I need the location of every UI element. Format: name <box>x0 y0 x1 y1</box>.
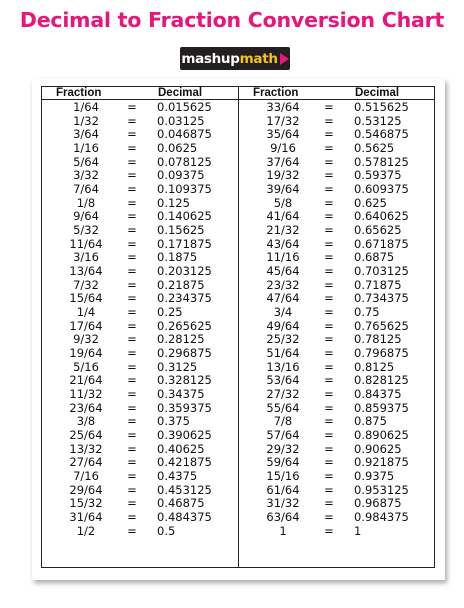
fraction-cell: 59/64 <box>266 455 300 470</box>
table-row <box>239 347 435 361</box>
fraction-cell: 61/64 <box>266 482 300 497</box>
fraction-cell: 53/64 <box>266 373 300 388</box>
fraction-cell: 49/64 <box>266 318 300 333</box>
table-row <box>239 197 435 211</box>
equals-sign: = <box>324 154 334 169</box>
equals-sign: = <box>127 195 137 210</box>
fraction-cell: 1/64 <box>73 100 99 114</box>
fraction-cell: 13/16 <box>266 359 300 374</box>
fraction-cell: 63/64 <box>266 510 300 525</box>
decimal-cell: 0.609375 <box>354 182 409 197</box>
equals-sign: = <box>127 277 137 292</box>
decimal-cell: 0.671875 <box>354 236 409 251</box>
fraction-cell: 1/16 <box>73 141 99 156</box>
fraction-cell: 31/64 <box>69 510 103 525</box>
table-row <box>42 347 238 361</box>
equals-sign: = <box>127 359 137 374</box>
fraction-cell: 11/64 <box>69 236 103 251</box>
decimal-cell: 0.140625 <box>157 209 212 224</box>
equals-sign: = <box>127 305 137 320</box>
table-row <box>42 402 238 416</box>
table-row <box>42 320 238 334</box>
fraction-cell: 19/32 <box>266 168 300 183</box>
equals-sign: = <box>324 496 334 511</box>
rows-left <box>42 101 238 539</box>
table-row <box>42 443 238 457</box>
decimal-cell: 0.3125 <box>157 359 198 374</box>
table-row <box>42 224 238 238</box>
decimal-cell: 0.765625 <box>354 318 409 333</box>
fraction-cell: 3/16 <box>73 250 99 265</box>
decimal-cell: 0.390625 <box>157 428 212 443</box>
equals-sign: = <box>127 209 137 224</box>
equals-sign: = <box>324 223 334 238</box>
table-row <box>239 388 435 402</box>
equals-sign: = <box>324 195 334 210</box>
table-row <box>239 265 435 279</box>
table-row <box>239 361 435 375</box>
table-row <box>239 484 435 498</box>
equals-sign: = <box>324 523 334 538</box>
table-row <box>239 470 435 484</box>
fraction-cell: 23/64 <box>69 400 103 415</box>
table-row <box>42 456 238 470</box>
fraction-cell: 21/64 <box>69 373 103 388</box>
equals-sign: = <box>324 318 334 333</box>
decimal-cell: 0.546875 <box>354 127 409 142</box>
table-row <box>239 101 435 115</box>
table-row <box>239 306 435 320</box>
fraction-cell: 15/32 <box>69 496 103 511</box>
conversion-table <box>41 86 435 568</box>
table-row <box>239 374 435 388</box>
equals-sign: = <box>324 264 334 279</box>
decimal-cell: 0.578125 <box>354 154 409 169</box>
rows-right <box>239 101 435 539</box>
decimal-cell: 0.40625 <box>157 441 205 456</box>
equals-sign: = <box>324 291 334 306</box>
fraction-cell: 41/64 <box>266 209 300 224</box>
decimal-cell: 0.265625 <box>157 318 212 333</box>
equals-sign: = <box>127 496 137 511</box>
equals-sign: = <box>324 113 334 128</box>
decimal-cell: 0.5 <box>157 523 176 538</box>
equals-sign: = <box>127 264 137 279</box>
decimal-cell: 0.8125 <box>354 359 395 374</box>
equals-sign: = <box>127 318 137 333</box>
play-triangle-icon <box>280 53 289 65</box>
decimal-cell: 0.59375 <box>354 168 402 183</box>
decimal-cell: 0.71875 <box>354 277 402 292</box>
equals-sign: = <box>324 168 334 183</box>
fraction-cell: 31/32 <box>266 496 300 511</box>
table-row <box>239 511 435 525</box>
decimal-cell: 0.421875 <box>157 455 212 470</box>
decimal-cell: 0.828125 <box>354 373 409 388</box>
decimal-cell: 0.296875 <box>157 346 212 361</box>
table-row <box>42 210 238 224</box>
fraction-cell: 1/4 <box>76 305 96 320</box>
table-row <box>42 484 238 498</box>
decimal-cell: 0.1875 <box>157 250 198 265</box>
equals-sign: = <box>127 469 137 484</box>
table-row <box>239 238 435 252</box>
fraction-cell: 7/32 <box>73 277 99 292</box>
table-row <box>42 101 238 115</box>
equals-sign: = <box>324 359 334 374</box>
table-row <box>239 292 435 306</box>
mashupmath-logo <box>180 47 290 70</box>
fraction-cell: 25/64 <box>69 428 103 443</box>
decimal-cell: 0.9375 <box>354 469 395 484</box>
table-row <box>239 224 435 238</box>
fraction-cell: 15/16 <box>266 469 300 484</box>
decimal-cell: 0.890625 <box>354 428 409 443</box>
equals-sign: = <box>127 482 137 497</box>
equals-sign: = <box>127 154 137 169</box>
fraction-cell: 9/16 <box>270 141 296 156</box>
table-row <box>239 169 435 183</box>
equals-sign: = <box>324 141 334 156</box>
table-row <box>239 525 435 539</box>
table-row <box>42 306 238 320</box>
decimal-cell: 0.65625 <box>354 223 402 238</box>
equals-sign: = <box>324 414 334 429</box>
table-row <box>239 443 435 457</box>
table-row <box>42 115 238 129</box>
page-title: Decimal to Fraction Conversion Chart <box>19 8 445 32</box>
equals-sign: = <box>324 305 334 320</box>
table-row <box>42 279 238 293</box>
equals-sign: = <box>127 428 137 443</box>
table-row <box>239 156 435 170</box>
table-row <box>239 279 435 293</box>
equals-sign: = <box>127 523 137 538</box>
fraction-cell: 13/64 <box>69 264 103 279</box>
equals-sign: = <box>127 346 137 361</box>
fraction-cell: 51/64 <box>266 346 300 361</box>
decimal-cell: 0.953125 <box>354 482 409 497</box>
decimal-cell: 0.375 <box>157 414 190 429</box>
fraction-cell: 35/64 <box>266 127 300 142</box>
table-row <box>239 429 435 443</box>
table-row <box>239 183 435 197</box>
fraction-cell: 27/32 <box>266 387 300 402</box>
equals-sign: = <box>324 100 334 114</box>
equals-sign: = <box>324 182 334 197</box>
equals-sign: = <box>324 250 334 265</box>
fraction-cell: 1/2 <box>76 523 96 538</box>
fraction-cell: 15/64 <box>69 291 103 306</box>
equals-sign: = <box>324 209 334 224</box>
fraction-cell: 7/8 <box>273 414 293 429</box>
equals-sign: = <box>324 482 334 497</box>
equals-sign: = <box>324 387 334 402</box>
decimal-cell: 0.484375 <box>157 510 212 525</box>
decimal-cell: 0.203125 <box>157 264 212 279</box>
equals-sign: = <box>127 455 137 470</box>
equals-sign: = <box>127 400 137 415</box>
decimal-cell: 0.4375 <box>157 469 198 484</box>
fraction-cell: 19/64 <box>69 346 103 361</box>
equals-sign: = <box>324 400 334 415</box>
decimal-cell: 0.015625 <box>157 100 212 114</box>
fraction-cell: 17/32 <box>266 113 300 128</box>
fraction-cell: 39/64 <box>266 182 300 197</box>
decimal-cell: 0.46875 <box>157 496 205 511</box>
decimal-cell: 0.640625 <box>354 209 409 224</box>
fraction-cell: 1/32 <box>73 113 99 128</box>
fraction-cell: 3/32 <box>73 168 99 183</box>
table-row <box>239 251 435 265</box>
fraction-cell: 5/32 <box>73 223 99 238</box>
table-row <box>239 415 435 429</box>
equals-sign: = <box>127 182 137 197</box>
fraction-cell: 1/8 <box>76 195 96 210</box>
decimal-cell: 0.84375 <box>354 387 402 402</box>
table-row <box>42 333 238 347</box>
table-row <box>239 210 435 224</box>
decimal-cell: 0.515625 <box>354 100 409 114</box>
fraction-cell: 3/8 <box>76 414 96 429</box>
decimal-cell: 0.453125 <box>157 482 212 497</box>
table-row <box>239 320 435 334</box>
decimal-cell: 0.09375 <box>157 168 205 183</box>
fraction-cell: 21/32 <box>266 223 300 238</box>
decimal-cell: 0.5625 <box>354 141 395 156</box>
table-row <box>239 128 435 142</box>
table-row <box>42 511 238 525</box>
header-decimal: Decimal <box>355 87 400 99</box>
table-row <box>239 402 435 416</box>
equals-sign: = <box>127 332 137 347</box>
equals-sign: = <box>127 236 137 251</box>
equals-sign: = <box>324 441 334 456</box>
fraction-cell: 47/64 <box>266 291 300 306</box>
fraction-cell: 11/32 <box>69 387 103 402</box>
table-row <box>239 115 435 129</box>
decimal-cell: 0.359375 <box>157 400 212 415</box>
fraction-cell: 17/64 <box>69 318 103 333</box>
fraction-cell: 43/64 <box>266 236 300 251</box>
fraction-cell: 7/64 <box>73 182 99 197</box>
decimal-cell: 0.125 <box>157 195 190 210</box>
decimal-cell: 0.234375 <box>157 291 212 306</box>
decimal-cell: 0.171875 <box>157 236 212 251</box>
decimal-cell: 0.96875 <box>354 496 402 511</box>
table-row <box>239 333 435 347</box>
table-row <box>42 169 238 183</box>
decimal-cell: 0.03125 <box>157 113 205 128</box>
fraction-cell: 13/32 <box>69 441 103 456</box>
equals-sign: = <box>324 346 334 361</box>
fraction-cell: 9/32 <box>73 332 99 347</box>
equals-sign: = <box>127 441 137 456</box>
equals-sign: = <box>324 236 334 251</box>
header-fraction: Fraction <box>253 87 299 99</box>
logo-text-math: math <box>239 50 278 67</box>
table-row <box>42 415 238 429</box>
table-row <box>42 429 238 443</box>
equals-sign: = <box>324 469 334 484</box>
decimal-cell: 0.78125 <box>354 332 402 347</box>
fraction-cell: 29/64 <box>69 482 103 497</box>
table-row <box>42 197 238 211</box>
table-row <box>42 265 238 279</box>
table-row <box>42 292 238 306</box>
table-row <box>42 525 238 539</box>
decimal-cell: 0.21875 <box>157 277 205 292</box>
fraction-cell: 3/4 <box>273 305 293 320</box>
logo-text-mashup: mashup <box>181 50 240 67</box>
table-row <box>239 497 435 511</box>
fraction-cell: 27/64 <box>69 455 103 470</box>
header-decimal: Decimal <box>158 87 203 99</box>
table-row <box>42 238 238 252</box>
decimal-cell: 0.6875 <box>354 250 395 265</box>
table-row <box>42 251 238 265</box>
decimal-cell: 0.703125 <box>354 264 409 279</box>
fraction-cell: 9/64 <box>73 209 99 224</box>
table-row <box>42 128 238 142</box>
fraction-cell: 5/16 <box>73 359 99 374</box>
fraction-cell: 29/32 <box>266 441 300 456</box>
fraction-cell: 5/64 <box>73 154 99 169</box>
fraction-cell: 7/16 <box>73 469 99 484</box>
decimal-cell: 0.328125 <box>157 373 212 388</box>
equals-sign: = <box>324 510 334 525</box>
fraction-cell: 3/64 <box>73 127 99 142</box>
equals-sign: = <box>127 127 137 142</box>
equals-sign: = <box>127 168 137 183</box>
equals-sign: = <box>324 127 334 142</box>
equals-sign: = <box>127 250 137 265</box>
decimal-cell: 0.34375 <box>157 387 205 402</box>
fraction-cell: 1 <box>279 523 287 538</box>
equals-sign: = <box>127 414 137 429</box>
fraction-cell: 23/32 <box>266 277 300 292</box>
table-row <box>42 388 238 402</box>
fraction-cell: 45/64 <box>266 264 300 279</box>
decimal-cell: 0.109375 <box>157 182 212 197</box>
decimal-cell: 0.875 <box>354 414 387 429</box>
table-row <box>42 183 238 197</box>
decimal-cell: 0.921875 <box>354 455 409 470</box>
equals-sign: = <box>127 100 137 114</box>
decimal-cell: 0.046875 <box>157 127 212 142</box>
decimal-cell: 0.75 <box>354 305 380 320</box>
equals-sign: = <box>127 510 137 525</box>
table-row <box>239 142 435 156</box>
decimal-cell: 0.859375 <box>354 400 409 415</box>
fraction-cell: 5/8 <box>273 195 293 210</box>
decimal-cell: 0.53125 <box>354 113 402 128</box>
fraction-cell: 33/64 <box>266 100 300 114</box>
fraction-cell: 25/32 <box>266 332 300 347</box>
decimal-cell: 0.078125 <box>157 154 212 169</box>
equals-sign: = <box>324 455 334 470</box>
decimal-cell: 0.90625 <box>354 441 402 456</box>
table-row <box>42 142 238 156</box>
decimal-cell: 0.796875 <box>354 346 409 361</box>
decimal-cell: 0.0625 <box>157 141 198 156</box>
header-fraction: Fraction <box>56 87 102 99</box>
fraction-cell: 57/64 <box>266 428 300 443</box>
decimal-cell: 0.28125 <box>157 332 205 347</box>
equals-sign: = <box>127 373 137 388</box>
equals-sign: = <box>324 373 334 388</box>
equals-sign: = <box>127 223 137 238</box>
table-row <box>42 156 238 170</box>
decimal-cell: 0.15625 <box>157 223 205 238</box>
decimal-cell: 0.734375 <box>354 291 409 306</box>
decimal-cell: 0.984375 <box>354 510 409 525</box>
equals-sign: = <box>127 291 137 306</box>
equals-sign: = <box>127 387 137 402</box>
fraction-cell: 11/16 <box>266 250 300 265</box>
fraction-cell: 55/64 <box>266 400 300 415</box>
equals-sign: = <box>324 277 334 292</box>
decimal-cell: 0.625 <box>354 195 387 210</box>
fraction-cell: 37/64 <box>266 154 300 169</box>
equals-sign: = <box>127 141 137 156</box>
equals-sign: = <box>324 332 334 347</box>
decimal-cell: 0.25 <box>157 305 183 320</box>
decimal-cell: 1 <box>354 523 362 538</box>
equals-sign: = <box>127 113 137 128</box>
table-row <box>239 456 435 470</box>
table-row <box>42 497 238 511</box>
equals-sign: = <box>324 428 334 443</box>
table-row <box>42 374 238 388</box>
table-row <box>42 470 238 484</box>
table-row <box>42 361 238 375</box>
